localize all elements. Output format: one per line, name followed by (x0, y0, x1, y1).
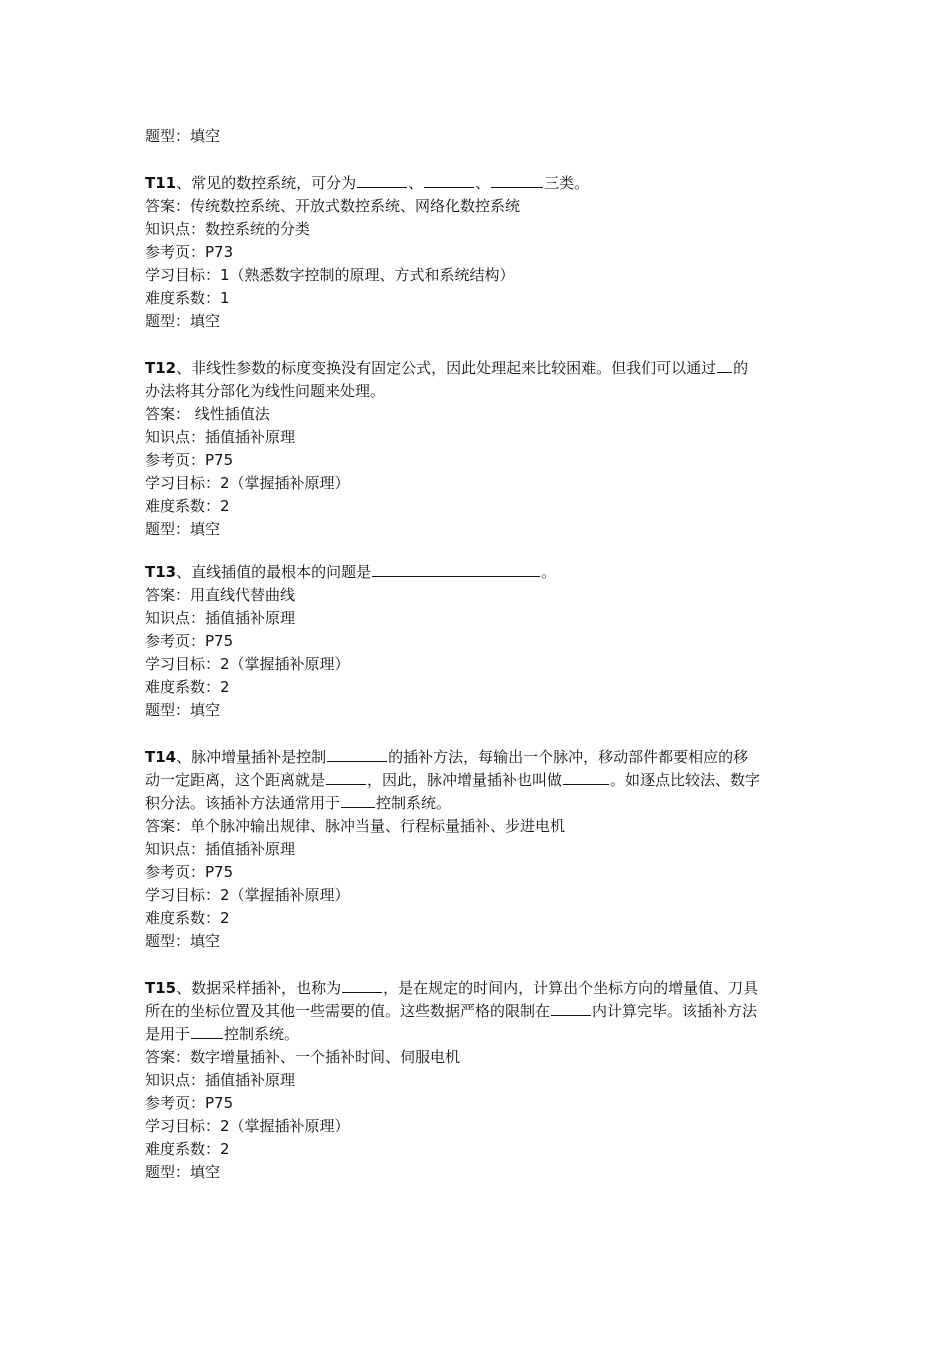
goal-line: 学习目标：2（掌握插补原理） (145, 1117, 350, 1135)
stem-text: 、直线插值的最根本的问题是 (176, 563, 372, 581)
answer-blank (372, 561, 540, 577)
stem-text: 控制系统。 (224, 1025, 300, 1043)
answer-blank (551, 1000, 591, 1016)
stem-text: 是用于 (145, 1025, 191, 1043)
answer-line: 答案：单个脉冲输出规律、脉冲当量、行程标量插补、步进电机 (145, 817, 566, 835)
question-stem-t15-cont (145, 1023, 815, 1046)
page-ref-line: 参考页：P75 (145, 1094, 234, 1112)
answer-blank (491, 172, 543, 188)
answer-blank (327, 746, 387, 762)
question-id: T13 (145, 563, 177, 581)
stem-text: 、 (475, 174, 491, 192)
answer-blank (424, 172, 474, 188)
question-type-line: 题型：填空 (145, 312, 221, 330)
knowledge-line: 知识点：插值插补原理 (145, 840, 296, 858)
stem-text: 、脉冲增量插补是控制 (176, 748, 327, 766)
question-id: T14 (145, 748, 177, 766)
stem-text: 的插补方法，每输出一个脉冲，移动部件都要相应的移 (388, 748, 749, 766)
difficulty-line: 难度系数：2 (145, 678, 230, 696)
answer-blank (563, 769, 609, 785)
stem-text: 动一定距离，这个距离就是 (145, 771, 326, 789)
knowledge-line: 知识点：插值插补原理 (145, 428, 296, 446)
page-ref-line: 参考页：P75 (145, 632, 234, 650)
question-stem-t14 (145, 746, 815, 769)
stem-text: 、 (408, 174, 424, 192)
question-type-line: 题型：填空 (145, 520, 221, 538)
answer-blank (342, 977, 382, 993)
question-stem-t11 (145, 172, 815, 195)
answer-blank (357, 172, 407, 188)
question-type-line: 题型：填空 (145, 1163, 221, 1181)
page-ref-line: 参考页：P75 (145, 451, 234, 469)
question-stem-t12-cont: 办法将其分部化为线性问题来处理。 (145, 382, 386, 400)
stem-text: 、常见的数控系统，可分为 (176, 174, 357, 192)
page-ref-line: 参考页：P73 (145, 243, 234, 261)
stem-text: 积分法。该插补方法通常用于 (145, 794, 341, 812)
stem-text: 三类。 (544, 174, 590, 192)
knowledge-line: 知识点：数控系统的分类 (145, 220, 311, 238)
question-stem-t15-cont (145, 1000, 815, 1023)
difficulty-line: 难度系数：2 (145, 497, 230, 515)
stem-text: 。 (541, 563, 557, 581)
page-ref-line: 参考页：P75 (145, 863, 234, 881)
answer-line: 答案：传统数控系统、开放式数控系统、网络化数控系统 (145, 197, 521, 215)
question-stem-t12 (145, 357, 815, 380)
stem-text: 、数据采样插补，也称为 (176, 979, 342, 997)
question-stem-t14-cont (145, 792, 815, 815)
question-stem-t14-cont (145, 769, 815, 792)
knowledge-line: 知识点：插值插补原理 (145, 1071, 296, 1089)
stem-text: 内计算完毕。该插补方法 (592, 1002, 758, 1020)
goal-line: 学习目标：2（掌握插补原理） (145, 655, 350, 673)
question-type-line: 题型：填空 (145, 127, 221, 145)
answer-blank (191, 1023, 223, 1039)
question-id: T15 (145, 979, 177, 997)
stem-text: ，是在规定的时间内，计算出个坐标方向的增量值、刀具 (383, 979, 759, 997)
question-stem-t13 (145, 561, 815, 584)
answer-blank (341, 792, 375, 808)
difficulty-line: 难度系数：2 (145, 1140, 230, 1158)
goal-line: 学习目标：1（熟悉数字控制的原理、方式和系统结构） (145, 266, 515, 284)
difficulty-line: 难度系数：2 (145, 909, 230, 927)
answer-line: 答案：用直线代替曲线 (145, 586, 296, 604)
stem-text: ，因此，脉冲增量插补也叫做 (367, 771, 563, 789)
answer-line: 答案：数字增量插补、一个插补时间、伺服电机 (145, 1048, 461, 1066)
question-type-line: 题型：填空 (145, 932, 221, 950)
stem-text: 控制系统。 (376, 794, 452, 812)
goal-line: 学习目标：2（掌握插补原理） (145, 474, 350, 492)
stem-text: 的 (733, 359, 749, 377)
stem-text: 、非线性参数的标度变换没有固定公式，因此处理起来比较困难。但我们可以通过 (176, 359, 717, 377)
question-id: T12 (145, 359, 177, 377)
question-id: T11 (145, 174, 177, 192)
answer-line: 答案： 线性插值法 (145, 405, 270, 423)
question-type-line: 题型：填空 (145, 701, 221, 719)
stem-text: 。如逐点比较法、数字 (610, 771, 761, 789)
question-stem-t15 (145, 977, 815, 1000)
answer-blank (326, 769, 366, 785)
goal-line: 学习目标：2（掌握插补原理） (145, 886, 350, 904)
stem-text: 所在的坐标位置及其他一些需要的值。这些数据严格的限制在 (145, 1002, 551, 1020)
answer-blank (717, 357, 732, 373)
difficulty-line: 难度系数：1 (145, 289, 230, 307)
knowledge-line: 知识点：插值插补原理 (145, 609, 296, 627)
